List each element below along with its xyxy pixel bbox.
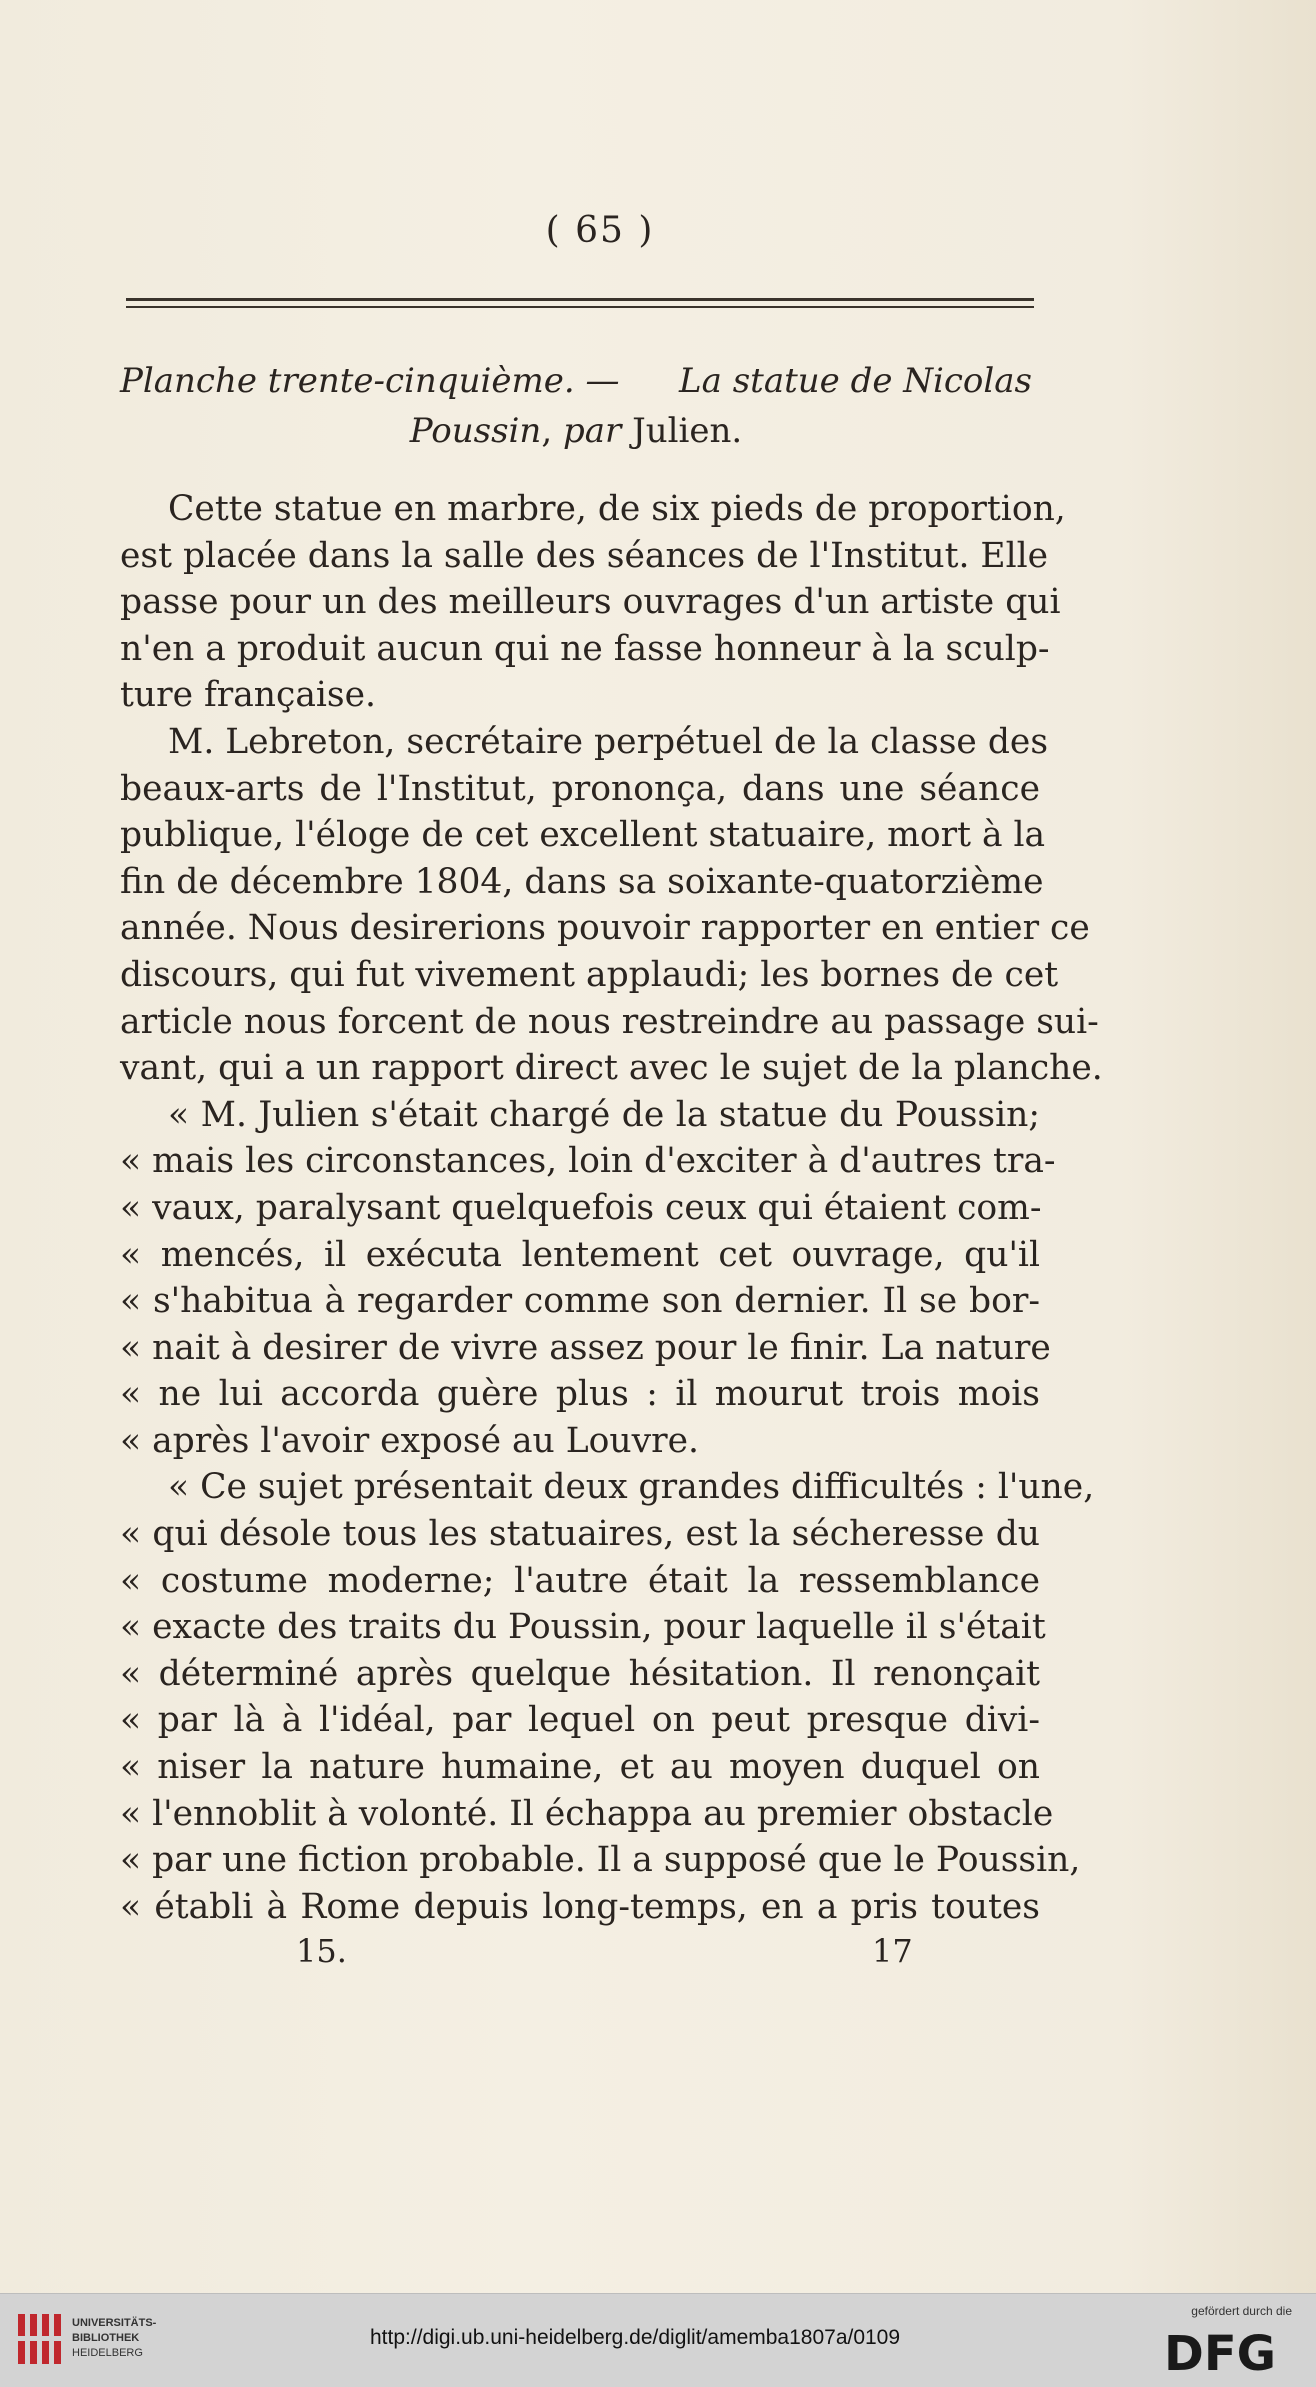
text-line: n'en a produit aucun qui ne fasse honneur à la sculp- (120, 628, 1050, 669)
text-line: « nait à desirer de vivre assez pour le finir. La nature (120, 1327, 1051, 1368)
text-line: beaux-arts de l'Institut, prononça, dans une séance (120, 768, 1040, 809)
poussin-name: Poussin (409, 411, 542, 451)
university-library-logo-icon (14, 2308, 64, 2370)
library-name-line2: BIBLIOTHEK (72, 2332, 140, 2344)
text-line: « M. Julien s'était chargé de la statue du Poussin; (168, 1094, 1040, 1135)
plate-title (120, 356, 1032, 456)
sculptor-name: Julien. (632, 411, 743, 451)
header-rule-top (126, 298, 1034, 301)
text-line: « mais les circonstances, loin d'exciter à d'autres tra- (120, 1141, 1056, 1182)
text-line: « l'ennoblit à volonté. Il échappa au premier obstacle (120, 1793, 1054, 1834)
text-line: « Ce sujet présentait deux grandes difficultés : l'une, (168, 1467, 1095, 1508)
text-line: ture française. (120, 675, 377, 716)
text-line: « par là à l'idéal, par lequel on peut presque divi- (120, 1700, 1040, 1741)
plate-title-line2 (120, 406, 1032, 456)
library-name-line1: UNIVERSITÄTS- (72, 2317, 157, 2329)
library-name-line3: HEIDELBERG (72, 2347, 143, 2359)
text-line: « niser la nature humaine, et au moyen duquel on (120, 1747, 1040, 1788)
text-line: « costume moderne; l'autre était la ressemblance (120, 1560, 1040, 1601)
text-line: « s'habitua à regarder comme son dernier. Il se bor- (120, 1281, 1040, 1322)
plate-label: Planche trente-cinquième. — (120, 361, 620, 401)
text-line: « qui désole tous les statuaires, est la sécheresse du (120, 1514, 1040, 1555)
text-line: année. Nous desirerions pouvoir rapporter en entier ce (120, 908, 1090, 949)
signature-mark-left: 15. (296, 1932, 347, 1970)
document-url-link[interactable]: http://digi.ub.uni-heidelberg.de/diglit/amemba1807a/0109 (370, 2326, 901, 2349)
library-name (72, 2316, 156, 2361)
statue-label: La statue de Nicolas (679, 361, 1032, 401)
text-line: « établi à Rome depuis long-temps, en a pris toutes (120, 1886, 1040, 1927)
text-line: « mencés, il exécuta lentement cet ouvrage, qu'il (120, 1234, 1040, 1275)
viewer-footer (0, 2293, 1316, 2387)
text-line: « exacte des traits du Poussin, pour laquelle il s'était (120, 1607, 1046, 1648)
body-text (120, 486, 1103, 1930)
text-line: M. Lebreton, secrétaire perpétuel de la classe des (168, 721, 1049, 762)
funder-note: gefördert durch die (1191, 2304, 1292, 2318)
page-number: ( 65 ) (545, 210, 655, 251)
header-rule-bottom (126, 306, 1034, 308)
text-line: vant, qui a un rapport direct avec le sujet de la planche. (120, 1048, 1103, 1089)
text-line: fin de décembre 1804, dans sa soixante-quatorzième (120, 861, 1044, 902)
par-word: par (562, 411, 622, 451)
title-comma: , (541, 411, 553, 451)
text-line: « par une fiction probable. Il a supposé que le Poussin, (120, 1840, 1081, 1881)
dfg-logo-text: DFG (1164, 2326, 1277, 2378)
text-line: Cette statue en marbre, de six pieds de proportion, (168, 489, 1066, 529)
text-line: publique, l'éloge de cet excellent statuaire, mort à la (120, 815, 1046, 856)
text-line: « vaux, paralysant quelquefois ceux qui étaient com- (120, 1187, 1042, 1228)
text-line: « déterminé après quelque hésitation. Il renonçait (120, 1653, 1040, 1694)
text-line: « ne lui accorda guère plus : il mourut trois mois (120, 1374, 1040, 1415)
dfg-logo-icon (1162, 2324, 1292, 2378)
text-line: est placée dans la salle des séances de l'Institut. Elle (120, 535, 1049, 576)
text-line: passe pour un des meilleurs ouvrages d'un artiste qui (120, 582, 1061, 623)
text-line: discours, qui fut vivement applaudi; les bornes de cet (120, 954, 1059, 995)
signature-mark-right: 17 (872, 1932, 913, 1970)
plate-title-line1 (120, 356, 1032, 406)
text-line: « après l'avoir exposé au Louvre. (120, 1420, 699, 1461)
text-line: article nous forcent de nous restreindre au passage sui- (120, 1001, 1099, 1042)
